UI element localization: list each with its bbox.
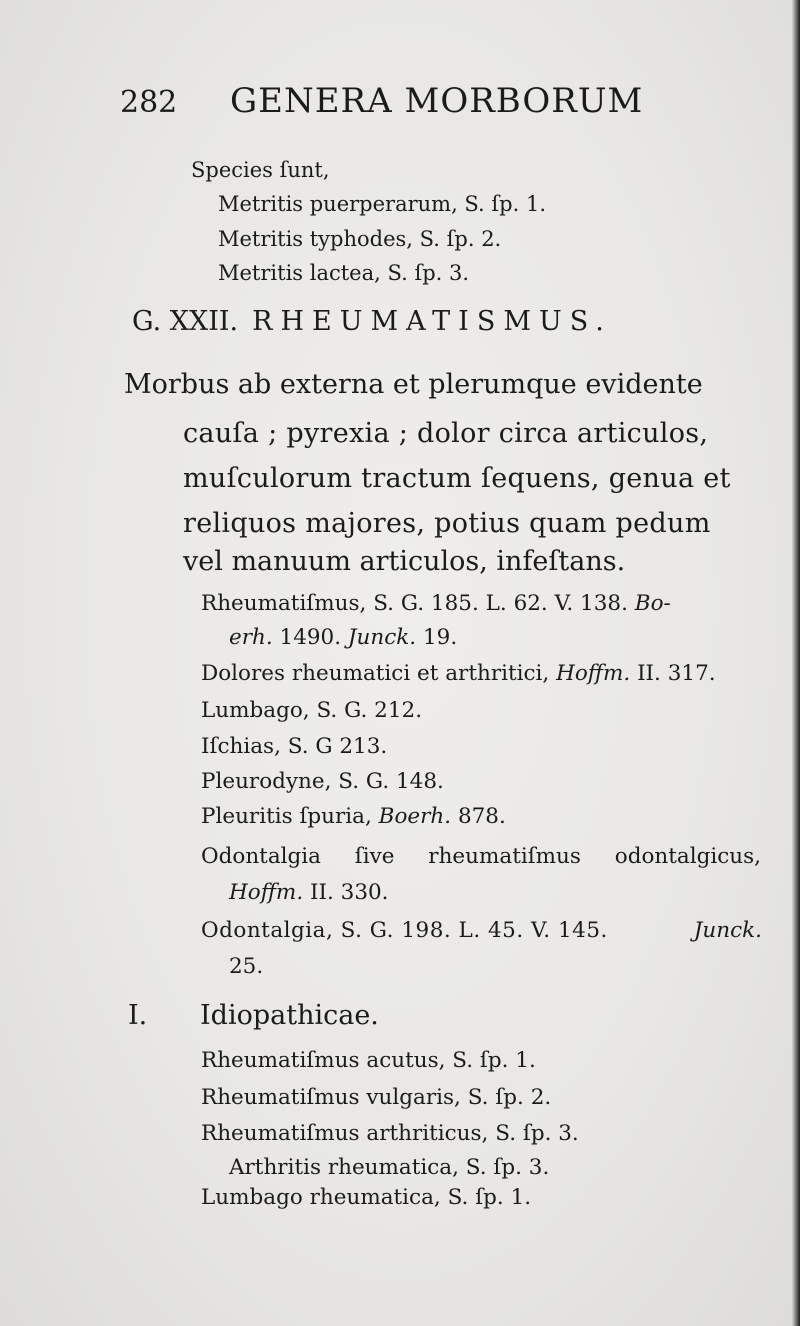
synonym-text: Rheumatiſmus, S. G. 185. L. 62. V. 138.: [201, 591, 628, 616]
synonym-line: Pleurodyne, S. G. 148.: [201, 769, 444, 794]
synonym-author: Hoffm.: [556, 661, 631, 686]
synonym-word: ſive: [354, 844, 395, 869]
definition-text: Morbus ab externa et plerumque evidente: [124, 369, 703, 400]
running-title: GENERA MORBORUM: [230, 81, 644, 121]
synonym-word: Odontalgia: [201, 844, 321, 869]
synonym-author: Junck.: [693, 918, 762, 943]
synonym-line: Iſchias, S. G 213.: [201, 734, 388, 759]
species-line: Lumbago rheumatica, S. ſp. 1.: [201, 1185, 532, 1210]
species-line: Rheumatiſmus vulgaris, S. ſp. 2.: [201, 1085, 552, 1110]
synonym-line: [229, 627, 457, 649]
section-numeral: I.: [128, 1000, 148, 1031]
section-title: Idiopathicae.: [200, 1000, 379, 1031]
synonym-text: Dolores rheumatici et arthritici,: [201, 661, 557, 686]
synonym-line: [201, 920, 762, 942]
synonym-line: [201, 846, 761, 868]
species-line: Metritis puerperarum, S. ſp. 1.: [218, 192, 547, 216]
synonym-author: Junck.: [347, 625, 417, 650]
genus-name: RHEUMATISMUS.: [252, 306, 612, 337]
species-line: Metritis typhodes, S. ſp. 2.: [218, 227, 502, 251]
synonym-line: Lumbago, S. G. 212.: [201, 698, 423, 723]
species-line: Rheumatiſmus acutus, S. ſp. 1.: [201, 1048, 536, 1073]
synonym-word: odontalgicus,: [614, 844, 761, 869]
page-number: 282: [120, 85, 178, 120]
synonym-text: 1490.: [272, 625, 348, 650]
synonym-author: erh.: [229, 625, 273, 650]
synonym-author: Boerh.: [378, 804, 452, 829]
sub-species-line: Arthritis rheumatica, S. ſp. 3.: [229, 1155, 550, 1180]
definition-line: vel manuum articulos, infeſtans.: [183, 546, 626, 577]
synonym-line: [229, 882, 389, 904]
definition-line: reliquos majores, potius quam pedum: [183, 508, 711, 539]
genus-number: G. XXII.: [132, 306, 239, 337]
page-edge-shadow: [792, 0, 800, 1326]
definition-line: cauſa ; pyrexia ; dolor circa articulos,: [183, 418, 709, 449]
genus-heading: [132, 308, 612, 335]
species-intro: Species ſunt,: [191, 158, 330, 182]
synonym-text: Odontalgia, S. G. 198. L. 45. V. 145.: [201, 918, 608, 943]
synonym-text: 19.: [416, 625, 458, 650]
synonym-text: 878.: [451, 804, 506, 829]
synonym-author: Bo-: [634, 591, 671, 616]
definition-line: [124, 371, 762, 398]
species-line: Rheumatiſmus arthriticus, S. ſp. 3.: [201, 1121, 579, 1146]
synonym-line: [201, 806, 506, 828]
synonym-text: II. 330.: [303, 880, 389, 905]
synonym-text: Pleuritis ſpuria,: [201, 804, 379, 829]
species-line: Metritis lactea, S. ſp. 3.: [218, 261, 470, 285]
synonym-author: Hoffm.: [229, 880, 304, 905]
synonym-line: [201, 593, 671, 615]
synonym-word: rheumatiſmus: [428, 844, 581, 869]
synonym-text: II. 317.: [630, 661, 716, 686]
definition-line: muſculorum tractum ſequens, genua et: [183, 463, 731, 494]
synonym-line: 25.: [229, 954, 264, 979]
synonym-line: [201, 663, 716, 685]
